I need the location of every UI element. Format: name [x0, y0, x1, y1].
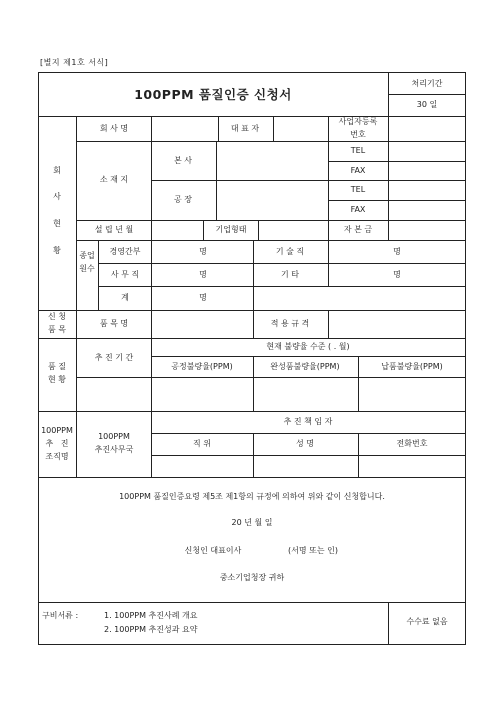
rule [151, 433, 466, 434]
rule [328, 200, 466, 201]
rule [151, 356, 466, 357]
unit-label: 명 [199, 247, 207, 256]
rule [38, 338, 466, 339]
rule [38, 411, 466, 412]
rule [203, 220, 204, 240]
delivery-defect-label: 납품불량율(PPM) [381, 362, 443, 371]
border-top [38, 72, 466, 73]
applicant-label: 신청인 대표이사 [184, 546, 242, 555]
position-label: 직 위 [193, 439, 211, 448]
rule [328, 116, 329, 220]
rule [151, 180, 466, 181]
rule [388, 116, 389, 220]
period-label: 추 진 기 간 [94, 353, 134, 362]
rule [151, 240, 152, 310]
company-side-label: 현 [53, 219, 61, 228]
rule [388, 602, 389, 645]
finished-defect-label: 완성품불량율(PPM) [270, 362, 340, 371]
document-item: 1. 100PPM 추진사례 개요 [104, 611, 198, 620]
person-name-label: 성 명 [296, 439, 314, 448]
office-staff-label: 사 무 직 [110, 270, 140, 279]
rule [98, 240, 99, 310]
capital-label: 자 본 금 [343, 225, 373, 234]
rule [76, 116, 77, 310]
rule [253, 240, 254, 310]
documents-label: 구비서류 : [42, 611, 79, 620]
management-label: 경영간부 [109, 247, 141, 256]
rule [253, 310, 254, 338]
rule [358, 433, 359, 477]
form-title: 100PPM 품질인증 신청서 [134, 86, 292, 102]
declaration-date: 20 년 월 일 [231, 518, 273, 527]
rule [328, 220, 329, 240]
rule [38, 477, 466, 478]
document-item: 2. 100PPM 추진성과 요약 [104, 625, 198, 634]
fee-label: 수수료 없음 [406, 617, 448, 626]
address-label: 소 재 지 [99, 175, 129, 184]
company-side-label: 황 [53, 246, 61, 255]
rule [38, 116, 466, 117]
rule [218, 116, 219, 141]
recipient-label: 중소기업청장 귀하 [219, 573, 285, 582]
process-defect-label: 공정불량율(PPM) [171, 362, 233, 371]
other-label: 기 타 [281, 270, 299, 279]
representative-label: 대 표 자 [230, 124, 260, 133]
current-defect-label: 현재 불량율 수준 ( . 월) [266, 342, 350, 351]
rule [388, 220, 389, 240]
rule [98, 263, 466, 264]
quality-section-label: 품 질 현 황 [48, 362, 66, 384]
technical-label: 기 술 직 [275, 247, 305, 256]
rule [38, 602, 466, 603]
signature-label: (서명 또는 인) [288, 546, 338, 555]
rule [76, 220, 466, 221]
headquarters-label: 본 사 [174, 156, 192, 165]
hq-fax-label: FAX [350, 166, 366, 175]
rule [76, 141, 466, 142]
declaration-statement: 100PPM 품질인증요령 제5조 제1항의 규정에 의하여 위와 같이 신청합니다. [119, 492, 385, 501]
promotion-office-label: 100PPM 추진사무국 [94, 432, 134, 454]
rule [273, 116, 274, 141]
rule [151, 116, 152, 141]
rule [151, 220, 152, 240]
rule [328, 161, 466, 162]
rule [151, 338, 152, 411]
unit-label: 명 [199, 270, 207, 279]
rule [151, 411, 152, 477]
product-section-label: 신 청 품 목 [48, 312, 66, 334]
processing-period-label: 처리기간 [411, 79, 443, 88]
org-section-label: 100PPM 추 진 조직명 [41, 425, 73, 461]
phone-label: 전화번호 [396, 439, 428, 448]
factory-fax-label: FAX [350, 205, 366, 214]
product-name-label: 품 목 명 [99, 319, 129, 328]
application-form [38, 72, 466, 645]
founded-label: 설 립 년 월 [94, 225, 134, 234]
company-side-label: 사 [53, 192, 61, 201]
factory-label: 공 장 [174, 195, 192, 204]
factory-tel-label: TEL [350, 185, 366, 194]
attachment-label: [별지 제1호 서식] [40, 58, 109, 67]
rule [76, 310, 77, 477]
staff-count-label: 종업 원수 [79, 251, 95, 273]
company-side-label: 회 [53, 166, 61, 175]
rule [151, 310, 152, 338]
total-label: 계 [121, 293, 129, 302]
business-number-label: 사업자등록 번호 [338, 117, 378, 139]
border-bottom [38, 644, 466, 645]
rule [328, 310, 329, 338]
rule [253, 356, 254, 411]
company-name-label: 회 사 명 [99, 124, 129, 133]
rule [151, 455, 466, 456]
rule [76, 240, 466, 241]
business-type-label: 기업형태 [215, 225, 247, 234]
border-left [38, 72, 39, 645]
rule [258, 220, 259, 240]
unit-label: 명 [199, 293, 207, 302]
rule [358, 356, 359, 411]
unit-label: 명 [393, 270, 401, 279]
rule [76, 377, 466, 378]
unit-label: 명 [393, 247, 401, 256]
manager-label: 추 진 책 임 자 [283, 417, 333, 426]
processing-period-value: 30 일 [416, 100, 438, 109]
rule [253, 433, 254, 477]
applied-standard-label: 적 용 규 격 [270, 319, 310, 328]
rule [38, 310, 466, 311]
hq-tel-label: TEL [350, 146, 366, 155]
rule [388, 94, 466, 95]
border-right [465, 72, 466, 645]
rule [98, 286, 466, 287]
